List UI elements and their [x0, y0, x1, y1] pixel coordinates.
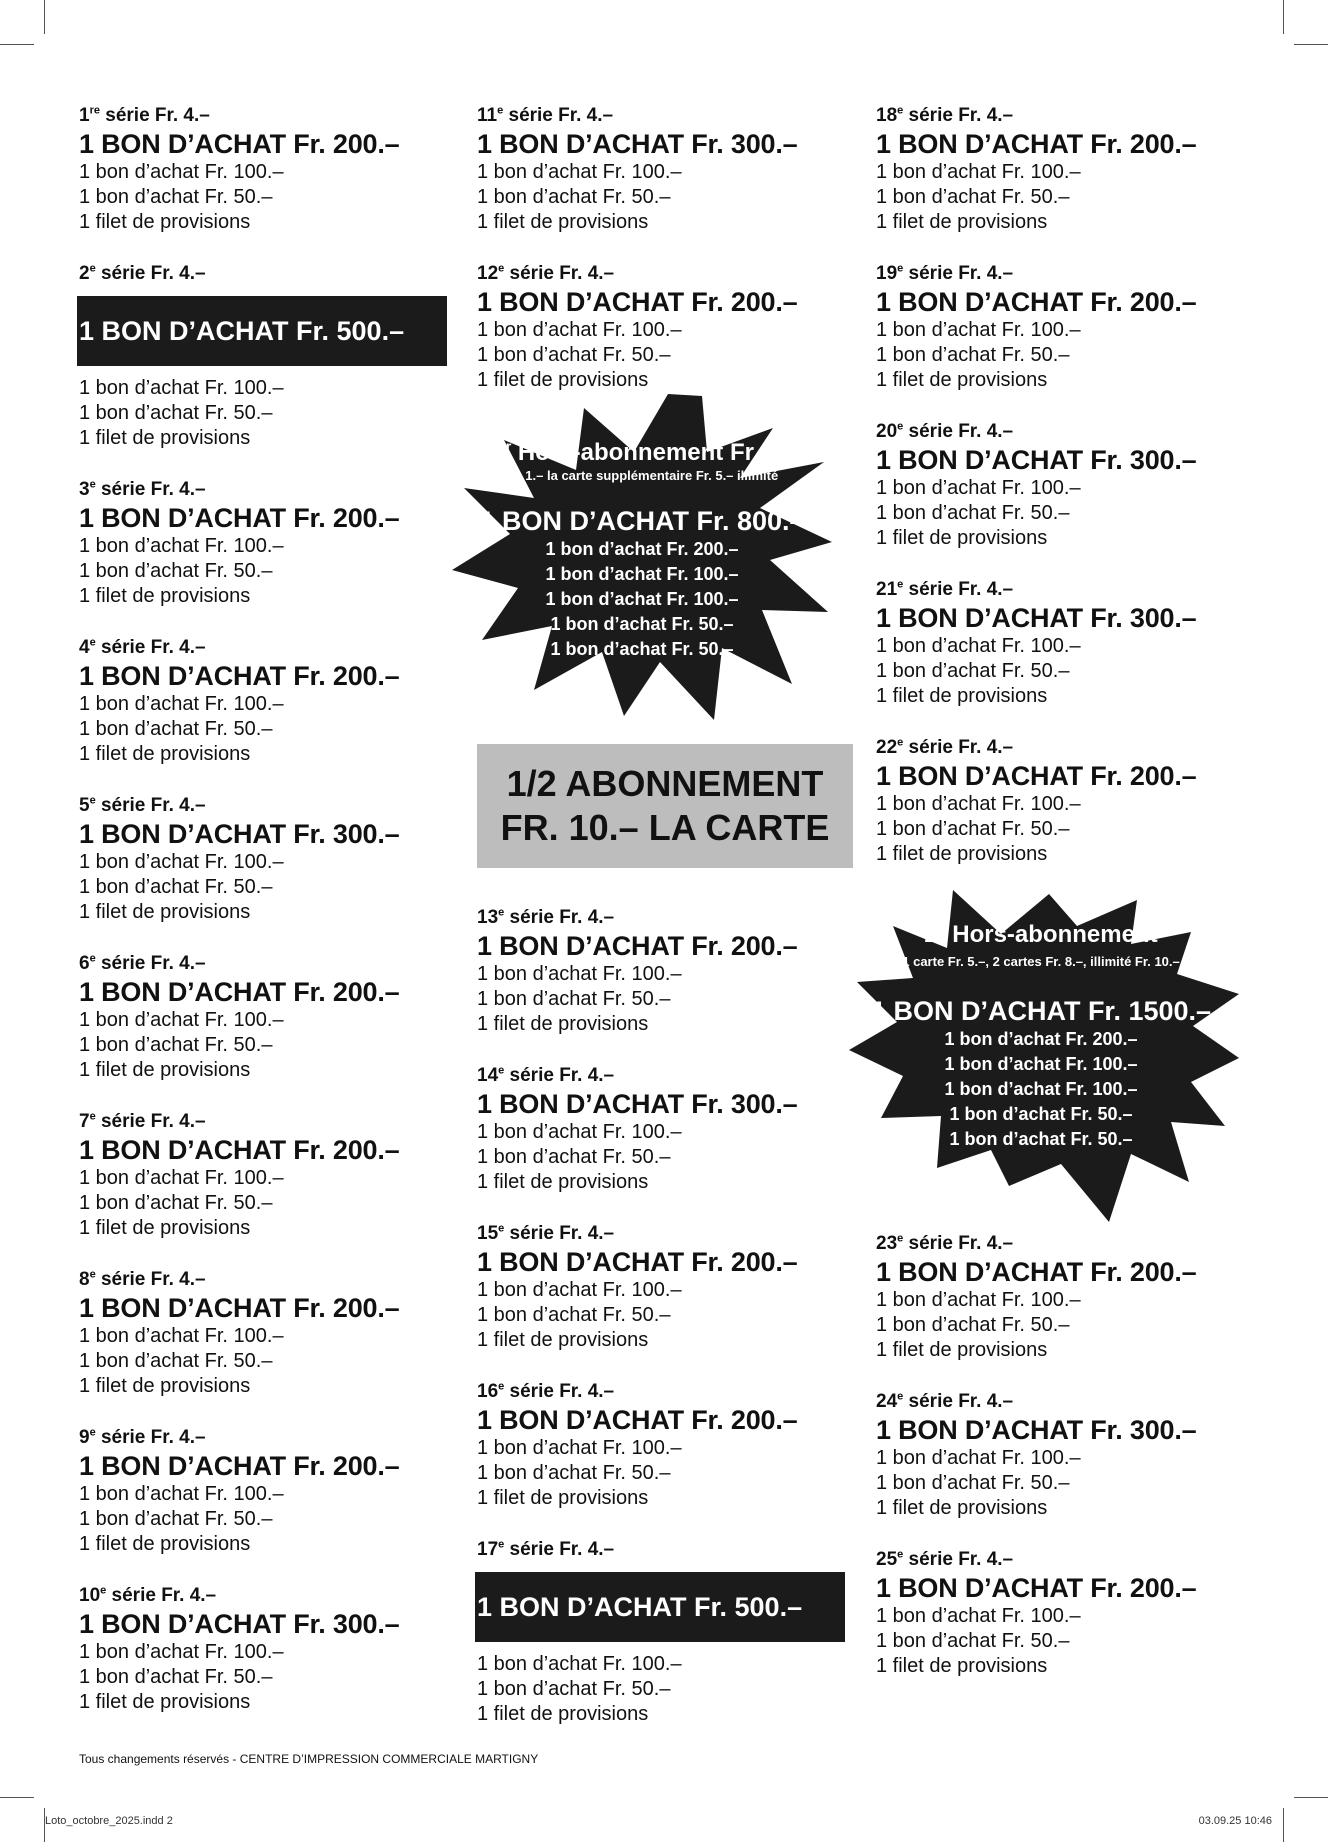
sub-prize: 1 bon d’achat Fr. 100.– — [876, 635, 1081, 657]
sub-prize: 1 bon d’achat Fr. 100.– — [477, 1437, 682, 1459]
burst-sub-prize: 1 bon d’achat Fr. 100.– — [944, 1054, 1138, 1074]
sub-prize: 1 bon d’achat Fr. 100.– — [477, 963, 682, 985]
crop-mark — [1294, 44, 1328, 45]
sub-prize: 1 bon d’achat Fr. 50.– — [876, 502, 1070, 524]
crop-mark — [44, 0, 45, 34]
sub-prize: 1 bon d’achat Fr. 100.– — [876, 477, 1081, 499]
sub-prize: 1 bon d’achat Fr. 100.– — [79, 1641, 284, 1663]
highlight-prize-bar: 1 BON D’ACHAT Fr. 500.– — [77, 296, 447, 366]
serie-block — [79, 1268, 459, 1399]
serie-block — [79, 1110, 459, 1241]
serie-title: 3e série Fr. 4.– — [79, 478, 206, 500]
sub-prize: 1 bon d’achat Fr. 50.– — [79, 402, 273, 424]
main-prize: 1 BON D’ACHAT Fr. 200.– — [876, 129, 1197, 159]
sub-prize: 1 bon d’achat Fr. 50.– — [876, 186, 1070, 208]
sub-prize: 1 bon d’achat Fr. 100.– — [79, 1325, 284, 1347]
serie-block — [876, 1390, 1256, 1521]
main-prize: 1 BON D’ACHAT Fr. 200.– — [876, 287, 1197, 317]
sub-prize: 1 bon d’achat Fr. 100.– — [79, 377, 284, 399]
main-prize: 1 BON D’ACHAT Fr. 200.– — [79, 977, 400, 1007]
serie-block — [79, 636, 459, 767]
footer-note: Tous changements réservés - CENTRE D’IMPRESSION COMMERCIALE MARTIGNY — [79, 1752, 539, 1766]
sub-prize: 1 bon d’achat Fr. 100.– — [876, 161, 1081, 183]
burst-sub-prize: 1 bon d’achat Fr. 100.– — [545, 589, 739, 609]
main-prize: 1 BON D’ACHAT Fr. 200.– — [79, 129, 400, 159]
slug-date: 03.09.25 10:46 — [1198, 1815, 1272, 1827]
sub-prize: 1 bon d’achat Fr. 100.– — [79, 161, 284, 183]
serie-title: 24e série Fr. 4.– — [876, 1390, 1014, 1412]
sub-prize: 1 bon d’achat Fr. 50.– — [876, 344, 1070, 366]
serie-title: 2e série Fr. 4.– — [79, 262, 206, 284]
sub-prize: 1 filet de provisions — [876, 1655, 1048, 1677]
sub-prize: 1 bon d’achat Fr. 50.– — [876, 1314, 1070, 1336]
sub-prize: 1 bon d’achat Fr. 100.– — [79, 535, 284, 557]
sub-prize: 1 bon d’achat Fr. 100.– — [477, 1653, 682, 1675]
column-middle — [477, 104, 857, 1754]
main-prize: 1 BON D’ACHAT Fr. 300.– — [876, 1415, 1197, 1445]
main-prize: 1 BON D’ACHAT Fr. 200.– — [876, 1257, 1197, 1287]
serie-block — [477, 1380, 857, 1511]
sub-prize: 1 bon d’achat Fr. 50.– — [876, 660, 1070, 682]
serie-block — [477, 1222, 857, 1353]
serie-title: 6e série Fr. 4.– — [79, 952, 206, 974]
burst-sub-prize: 1 bon d’achat Fr. 50.– — [550, 614, 734, 634]
serie-title: 16e série Fr. 4.– — [477, 1380, 615, 1402]
serie-title: 23e série Fr. 4.– — [876, 1232, 1014, 1254]
sub-prize: 1 bon d’achat Fr. 100.– — [477, 319, 682, 341]
sub-prize: 1 filet de provisions — [79, 1375, 251, 1397]
sub-prize: 1 filet de provisions — [79, 1533, 251, 1555]
main-prize: 1 BON D’ACHAT Fr. 300.– — [876, 445, 1197, 475]
column-left — [79, 104, 459, 1742]
sub-prize: 1 bon d’achat Fr. 100.– — [79, 1167, 284, 1189]
sub-prize: 1 bon d’achat Fr. 100.– — [477, 1121, 682, 1143]
main-prize: 1 BON D’ACHAT Fr. 200.– — [79, 503, 400, 533]
highlight-prize-bar: 1 BON D’ACHAT Fr. 500.– — [475, 1572, 845, 1642]
sub-prize: 1 filet de provisions — [876, 1497, 1048, 1519]
sub-prize: 1 bon d’achat Fr. 50.– — [79, 1192, 273, 1214]
serie-title: 21e série Fr. 4.– — [876, 578, 1014, 600]
sub-prize: 1 bon d’achat Fr. 100.– — [79, 1483, 284, 1505]
hors-1-main-prize: 1 BON D’ACHAT Fr. 800.– — [479, 506, 805, 536]
serie-block — [876, 1232, 1256, 1363]
crop-mark — [0, 44, 34, 45]
burst-sub-prize: 1 bon d’achat Fr. 100.– — [545, 564, 739, 584]
sub-prize: 1 bon d’achat Fr. 50.– — [79, 560, 273, 582]
serie-title: 22e série Fr. 4.– — [876, 736, 1014, 758]
main-prize: 1 BON D’ACHAT Fr. 300.– — [477, 129, 798, 159]
serie-title: 13e série Fr. 4.– — [477, 906, 615, 928]
serie-title: 18e série Fr. 4.– — [876, 104, 1014, 126]
crop-mark — [1283, 1808, 1284, 1842]
serie-title: 19e série Fr. 4.– — [876, 262, 1014, 284]
sub-prize: 1 filet de provisions — [876, 211, 1048, 233]
half-subscription-line2: FR. 10.– LA CARTE — [500, 807, 830, 848]
main-prize: 1 BON D’ACHAT Fr. 200.– — [477, 931, 798, 961]
sub-prize: 1 bon d’achat Fr. 50.– — [79, 1666, 273, 1688]
sub-prize: 1 filet de provisions — [79, 901, 251, 923]
sub-prize: 1 filet de provisions — [876, 369, 1048, 391]
serie-block — [79, 1584, 459, 1715]
main-prize: 1 BON D’ACHAT Fr. 200.– — [79, 661, 400, 691]
main-prize: 1 BON D’ACHAT Fr. 200.– — [477, 1405, 798, 1435]
sub-prize: 1 bon d’achat Fr. 100.– — [477, 1279, 682, 1301]
serie-block — [477, 1064, 857, 1195]
sub-prize: 1 filet de provisions — [477, 1013, 649, 1035]
serie-block — [477, 104, 857, 235]
sub-prize: 1 bon d’achat Fr. 50.– — [876, 1472, 1070, 1494]
sub-prize: 1 bon d’achat Fr. 50.– — [477, 988, 671, 1010]
sub-prize: 1 filet de provisions — [79, 1217, 251, 1239]
sub-prize: 1 bon d’achat Fr. 50.– — [477, 186, 671, 208]
serie-title: 11e série Fr. 4.– — [477, 104, 614, 126]
serie-block — [876, 736, 1256, 867]
sub-prize: 1 bon d’achat Fr. 50.– — [477, 1146, 671, 1168]
sub-prize: 1 bon d’achat Fr. 100.– — [477, 161, 682, 183]
crop-mark — [1294, 1797, 1328, 1798]
column-right — [870, 104, 1256, 1706]
sub-prize: 1 bon d’achat Fr. 50.– — [79, 1034, 273, 1056]
serie-title: 20e série Fr. 4.– — [876, 420, 1014, 442]
hors-1-title: 1er Hors-abonnement Fr. 3.– — [484, 438, 800, 466]
serie-block — [876, 262, 1256, 393]
sub-prize: 1 bon d’achat Fr. 50.– — [477, 1678, 671, 1700]
burst-sub-prize: 1 bon d’achat Fr. 50.– — [949, 1129, 1133, 1149]
serie-block — [79, 262, 459, 451]
main-prize: 1 BON D’ACHAT Fr. 200.– — [477, 287, 798, 317]
sub-prize: 1 bon d’achat Fr. 100.– — [79, 1009, 284, 1031]
half-subscription-box — [477, 744, 853, 868]
hors-abonnement-1-text — [442, 432, 842, 662]
main-prize: 1 BON D’ACHAT Fr. 300.– — [477, 1089, 798, 1119]
sub-prize: 1 filet de provisions — [876, 843, 1048, 865]
sub-prize: 1 bon d’achat Fr. 50.– — [477, 344, 671, 366]
sub-prize: 1 bon d’achat Fr. 100.– — [876, 1289, 1081, 1311]
sub-prize: 1 filet de provisions — [79, 1691, 251, 1713]
sub-prize: 1 bon d’achat Fr. 100.– — [876, 319, 1081, 341]
sub-prize: 1 bon d’achat Fr. 50.– — [79, 718, 273, 740]
sub-prize: 1 filet de provisions — [477, 211, 649, 233]
sub-prize: 1 filet de provisions — [477, 1329, 649, 1351]
serie-title: 17e série Fr. 4.– — [477, 1538, 615, 1560]
main-prize: 1 BON D’ACHAT Fr. 200.– — [79, 1135, 400, 1165]
serie-title: 9e série Fr. 4.– — [79, 1426, 206, 1448]
serie-block — [79, 952, 459, 1083]
crop-mark — [0, 1797, 34, 1798]
main-prize: 1 BON D’ACHAT Fr. 200.– — [79, 1451, 400, 1481]
sub-prize: 1 bon d’achat Fr. 50.– — [477, 1462, 671, 1484]
serie-title: 14e série Fr. 4.– — [477, 1064, 615, 1086]
serie-block — [477, 906, 857, 1037]
sub-prize: 1 bon d’achat Fr. 50.– — [79, 1350, 273, 1372]
sub-prize: 1 filet de provisions — [876, 1339, 1048, 1361]
main-prize: 1 BON D’ACHAT Fr. 200.– — [79, 1293, 400, 1323]
sub-prize: 1 bon d’achat Fr. 50.– — [876, 1630, 1070, 1652]
serie-title: 10e série Fr. 4.– — [79, 1584, 217, 1606]
serie-block — [79, 1426, 459, 1557]
main-prize: 1 BON D’ACHAT Fr. 300.– — [79, 1609, 400, 1639]
sub-prize: 1 bon d’achat Fr. 50.– — [79, 186, 273, 208]
burst-sub-prize: 1 bon d’achat Fr. 50.– — [949, 1104, 1133, 1124]
serie-block — [876, 104, 1256, 235]
sub-prize: 1 filet de provisions — [79, 743, 251, 765]
serie-block — [876, 420, 1256, 551]
serie-title: 12e série Fr. 4.– — [477, 262, 615, 284]
sub-prize: 1 bon d’achat Fr. 100.– — [876, 1605, 1081, 1627]
main-prize: 1 BON D’ACHAT Fr. 200.– — [876, 1573, 1197, 1603]
serie-block — [477, 262, 857, 393]
burst-sub-prize: 1 bon d’achat Fr. 200.– — [944, 1029, 1138, 1049]
sub-prize: 1 bon d’achat Fr. 50.– — [79, 1508, 273, 1530]
main-prize: 1 BON D’ACHAT Fr. 300.– — [876, 603, 1197, 633]
hors-abonnement-1-burst — [442, 390, 842, 726]
serie-block — [477, 1538, 857, 1727]
main-prize: 1 BON D’ACHAT Fr. 200.– — [876, 761, 1197, 791]
serie-title: 1re série Fr. 4.– — [79, 104, 210, 126]
sub-prize: 1 filet de provisions — [79, 1059, 251, 1081]
burst-sub-prize: 1 bon d’achat Fr. 100.– — [944, 1079, 1138, 1099]
sub-prize: 1 bon d’achat Fr. 100.– — [79, 851, 284, 873]
sub-prize: 1 bon d’achat Fr. 100.– — [876, 793, 1081, 815]
sub-prize: 1 bon d’achat Fr. 100.– — [876, 1447, 1081, 1469]
main-prize: 1 BON D’ACHAT Fr. 200.– — [477, 1247, 798, 1277]
hors-abonnement-2-burst — [841, 886, 1241, 1222]
main-prize: 1 BON D’ACHAT Fr. 300.– — [79, 819, 400, 849]
sub-prize: 1 filet de provisions — [79, 585, 251, 607]
crop-mark — [1283, 0, 1284, 34]
hors-abonnement-2-text — [841, 914, 1241, 1152]
sub-prize: 1 bon d’achat Fr. 50.– — [477, 1304, 671, 1326]
sub-prize: 1 filet de provisions — [477, 1703, 649, 1725]
burst-sub-prize: 1 bon d’achat Fr. 50.– — [550, 639, 734, 659]
slug-filename: Loto_octobre_2025.indd 2 — [45, 1815, 173, 1827]
hors-2-subtitle: 1 carte Fr. 5.–, 2 cartes Fr. 8.–, illimité Fr. 10.– — [902, 954, 1180, 969]
serie-block — [79, 794, 459, 925]
sub-prize: 1 bon d’achat Fr. 50.– — [876, 818, 1070, 840]
sub-prize: 1 filet de provisions — [876, 527, 1048, 549]
serie-title: 25e série Fr. 4.– — [876, 1548, 1014, 1570]
serie-block — [876, 578, 1256, 709]
sub-prize: 1 filet de provisions — [477, 1487, 649, 1509]
sub-prize: 1 filet de provisions — [79, 427, 251, 449]
sub-prize: 1 filet de provisions — [477, 1171, 649, 1193]
serie-title: 5e série Fr. 4.– — [79, 794, 206, 816]
hors-1-subtitle: Fr. 1.– la carte supplémentaire Fr. 5.– illimité — [505, 468, 779, 483]
hors-2-title: 2e Hors-abonnement — [924, 920, 1158, 948]
sub-prize: 1 filet de provisions — [477, 369, 649, 391]
sub-prize: 1 filet de provisions — [79, 211, 251, 233]
sub-prize: 1 filet de provisions — [876, 685, 1048, 707]
serie-block — [876, 1548, 1256, 1679]
serie-title: 4e série Fr. 4.– — [79, 636, 206, 658]
serie-block — [79, 104, 459, 235]
sub-prize: 1 bon d’achat Fr. 100.– — [79, 693, 284, 715]
serie-title: 15e série Fr. 4.– — [477, 1222, 615, 1244]
serie-title: 8e série Fr. 4.– — [79, 1268, 206, 1290]
serie-block — [79, 478, 459, 609]
hors-2-main-prize: 1 BON D’ACHAT Fr. 1500.– — [870, 996, 1212, 1026]
half-subscription-line1: 1/2 ABONNEMENT — [506, 763, 824, 804]
burst-sub-prize: 1 bon d’achat Fr. 200.– — [545, 539, 739, 559]
sub-prize: 1 bon d’achat Fr. 50.– — [79, 876, 273, 898]
serie-title: 7e série Fr. 4.– — [79, 1110, 206, 1132]
